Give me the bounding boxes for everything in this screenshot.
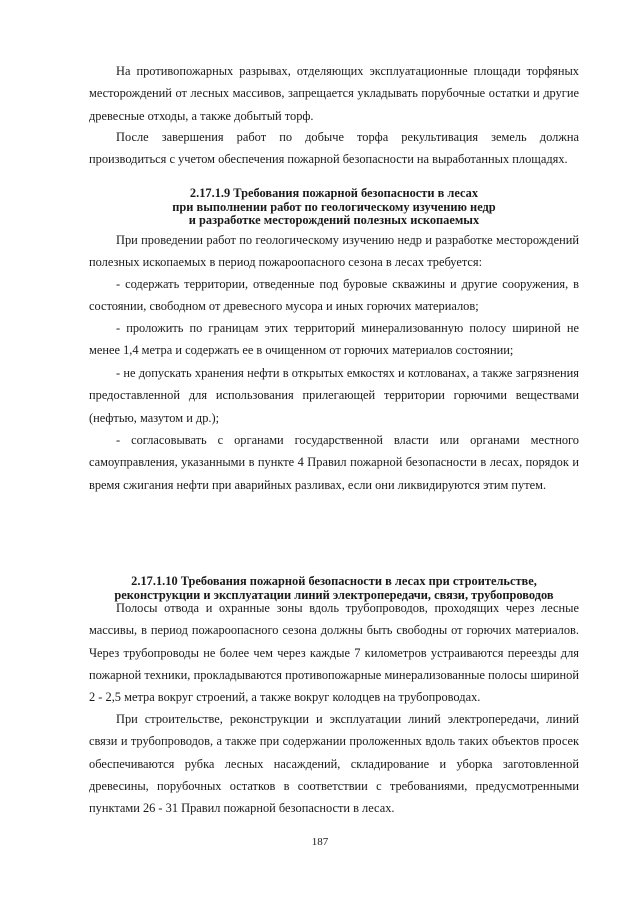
paragraph-power-lines: При строительстве, реконструкции и эксплуатации линий электропередачи, линий связи и трубопроводов, а также при содержании проложенных вдоль таких объектов просек обеспечиваются рубка лесных насаждений, складирование и уборка заготовленной древесины, порубочных остатков в соответствии с требованиями, предусмотренными пунктами 26 - 31 Правил пожарной безопасности в лесах. <box>89 712 579 816</box>
heading-line: реконструкции и эксплуатации линий электропередачи, связи, трубопроводов <box>114 587 554 602</box>
heading-line: 2.17.1.9 Требования пожарной безопасности в лесах <box>189 186 479 200</box>
paragraph-pipeline-zones: Полосы отвода и охранные зоны вдоль трубопроводов, проходящих через лесные массивы, в период пожароопасного сезона должны быть свободны от горючих материалов. Через трубопроводы не более чем через каждые 7 километров устраиваются переезды для пожарной техники, прокладываются противопожарные минерализованные полосы шириной 2 - 2,5 метра вокруг строений, а также вокруг колодцев на трубопроводах. <box>89 601 579 705</box>
list-item-oil-storage: - не допускать хранения нефти в открытых емкостях и котлованах, а также загрязнения предоставленной для использования прилегающей территории горючими веществами (нефтью, мазутом и др.); <box>89 366 579 425</box>
paragraph-peat-firebreaks: На противопожарных разрывах, отделяющих эксплуатационные площади торфяных месторождений от лесных массивов, запрещается укладывать порубочные остатки и другие древесные отходы, а также добытый торф. <box>89 64 579 123</box>
page-number: 187 <box>311 836 329 848</box>
list-item-oil-burning: - согласовывать с органами государственной власти или органами местного самоуправления, указанными в пункте 4 Правил пожарной безопасности в лесах, порядок и время сжигания нефти при аварийных разливах, если они ликвидируются этим путем. <box>89 433 579 492</box>
paragraph-peat-recultivation: После завершения работ по добыче торфа рекультивация земель должна производиться с учетом обеспечения пожарной безопасности на выработанных площадях. <box>89 130 579 167</box>
heading-line: при выполнении работ по геологическому изучению недр <box>172 199 496 214</box>
list-item-mineral-strip: - проложить по границам этих территорий минерализованную полосу шириной не менее 1,4 метра и содержать ее в очищенном от горючих материалов состоянии; <box>89 321 579 358</box>
heading-line: и разработке месторождений полезных ископаемых <box>188 213 480 227</box>
section-heading-2-17-1-9 <box>89 187 579 228</box>
paragraph-geology-intro: При проведении работ по геологическому изучению недр и разработке месторождений полезных ископаемых в период пожароопасного сезона в лесах требуется: <box>89 233 579 270</box>
heading-line: 2.17.1.10 Требования пожарной безопасности в лесах при строительстве, <box>131 574 537 588</box>
list-item-drill-sites: - содержать территории, отведенные под буровые скважины и другие сооружения, в состоянии, свободном от древесного мусора и иных горючих материалов; <box>89 277 579 314</box>
